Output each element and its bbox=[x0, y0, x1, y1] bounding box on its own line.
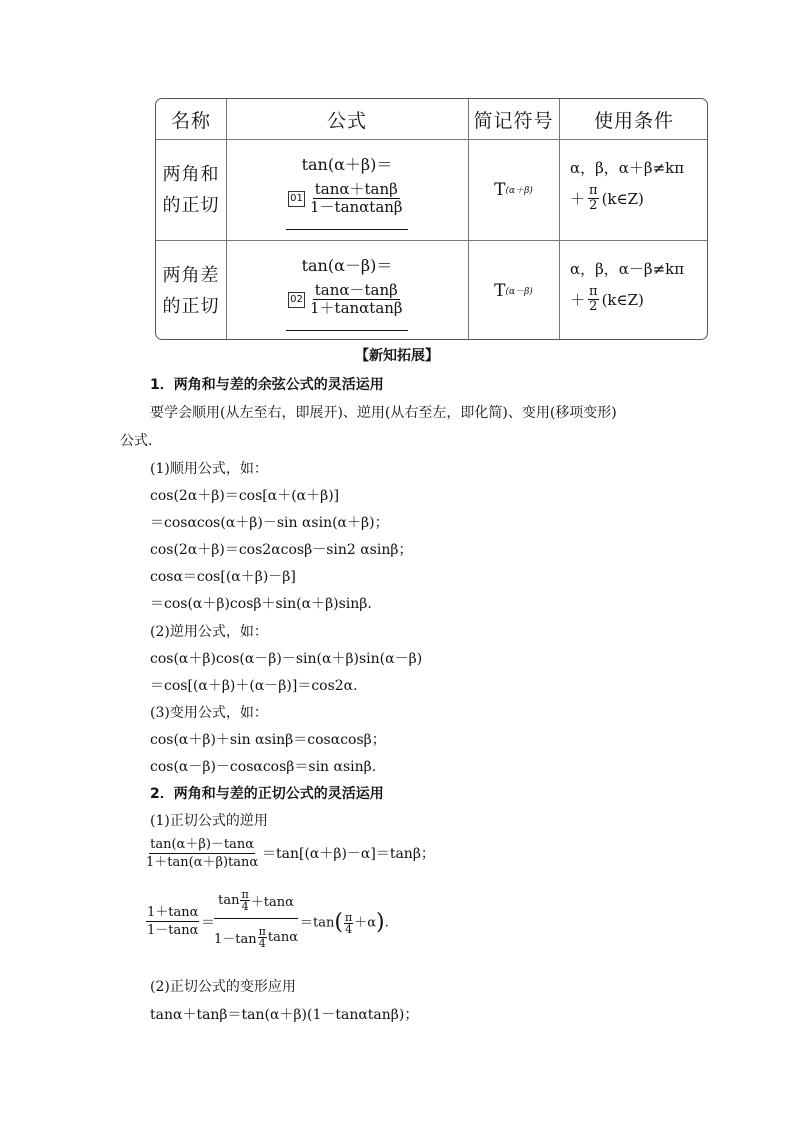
row2-formula: tan(α－β)＝ 02 $\frac{\tan\alpha-\tan\beta}{1+\tan\alpha\tan\beta}$ bbox=[226, 240, 468, 340]
formula-line: cosα＝cos[(α＋β)－β] bbox=[150, 569, 296, 585]
part2-sub2: (2)正切公式的变形应用 bbox=[150, 979, 296, 995]
formula-line: cos(α＋β)＋sin αsinβ＝cosαcosβ； bbox=[150, 732, 386, 748]
answer-badge: 02 bbox=[288, 292, 305, 308]
header-name: 名称 bbox=[170, 109, 211, 132]
tangent-formula-table bbox=[155, 98, 708, 340]
fraction-2-left: 1＋tanα 1－tanα bbox=[147, 905, 199, 938]
formula-line: cos(2α＋β)＝cos2αcosβ－sin2 αsinβ； bbox=[150, 542, 413, 558]
formula-line: cos(α－β)－cosαcosβ＝sin αsinβ. bbox=[150, 759, 377, 775]
row2-condition: α，β，α－β≠kπ ＋ π 2 (k∈Z) bbox=[570, 260, 685, 314]
row1-formula: tan(α＋β)＝ 01 $\frac{\tan\alpha+\tan\beta}{1-\tan\alpha\tan\beta}$ bbox=[226, 139, 468, 240]
formula-line: cos(2α＋β)＝cos[α＋(α＋β)] bbox=[150, 488, 340, 504]
part1-sub1: (1)顺用公式，如： bbox=[150, 461, 268, 477]
formula-line: tanα＋tanβ＝tan(α＋β)(1－tanαtanβ)； bbox=[150, 1007, 419, 1023]
formula-line: ＝cos(α＋β)cosβ＋sin(α＋β)sinβ. bbox=[150, 596, 372, 612]
fraction-2-middle: tan π 4 ＋tanα 1－tan π 4 tanα bbox=[214, 882, 298, 955]
section-title: 【新知拓展】 bbox=[355, 348, 439, 364]
formula-line: ＝cos[(α＋β)＋(α－β)]＝cos2α. bbox=[150, 678, 358, 694]
row2-name: 两角差 的正切 bbox=[162, 264, 220, 317]
part2-sub1: (1)正切公式的逆用 bbox=[150, 813, 268, 829]
row2-symbol: T (α－β) bbox=[494, 280, 533, 301]
document-page: 名称 公式 简记符号 使用条件 两角和 的正切 tan(α＋β)＝ 01 $\frac{\tan\alpha+\tan\beta}{1-\tan\alpha\tan\beta}$ T (α＋β) α，β，α＋β≠kπ ＋ π 2 (k∈Z) 两角差 的正切 tan(α－β)＝ 02 $\frac{\tan\alpha-\tan\beta}{1+\tan\alpha\tan\beta}$ T (α－β) α，β，α－β≠kπ ＋ π 2 (k∈Z) 【新知拓展】 1．两角和与差的余弦公式的灵活运用 要学会顺用(从左至右，即展开)、逆用(从右至左，即化简)、变用(移项变形) 公式. (1)顺用公式，如： cos(2α＋β)＝cos[α＋(α＋β)] ＝cosαcos(α＋β)－sin αsin(α＋β)； cos(2α＋β)＝cos2αcosβ－sin2 αsinβ； cosα＝cos[(α＋β)－β] ＝cos(α＋β)cosβ＋sin(α＋β)sinβ. (2)逆用公式，如： cos(α＋β)cos(α－β)－sin(α＋β)sin(α－β) ＝cos[(α＋β)＋(α－β)]＝cos2α. (3)变用公式，如： cos(α＋β)＋sin αsinβ＝cosαcosβ； cos(α－β)－cosαcosβ＝sin αsinβ. 2．两角和与差的正切公式的灵活运用 (1)正切公式的逆用 tan(α＋β)－tanα 1＋tan(α＋β)tanα ＝tan[(α＋β)－α]＝tanβ； 1＋tanα 1－tanα ＝ tan π 4 ＋tanα 1－tan π 4 tanα ＝tan( $\frac{\pi}{4}$ ＋α). (2)正切公式的变形应用 tanα＋tanβ＝tan(α＋β)(1－tanαtanβ)； bbox=[0, 0, 794, 1123]
formula-line: ＝tan( $\frac{\pi}{4}$ ＋α). bbox=[300, 910, 389, 936]
fraction-1: tan(α＋β)－tanα 1＋tan(α＋β)tanα bbox=[146, 837, 259, 870]
formula-line: cos(α＋β)cos(α－β)－sin(α＋β)sin(α－β) bbox=[150, 651, 423, 667]
formula-line: ＝tan[(α＋β)－α]＝tanβ； bbox=[262, 846, 435, 862]
answer-badge: 01 bbox=[288, 191, 305, 207]
header-symbol: 简记符号 bbox=[473, 109, 554, 132]
part2-heading: 2．两角和与差的正切公式的灵活运用 bbox=[150, 786, 384, 802]
part1-heading: 1．两角和与差的余弦公式的灵活运用 bbox=[150, 377, 384, 393]
formula-fraction: $\frac{\tan\alpha-\tan\beta}{1+\tan\alpha\tan\beta}$ bbox=[310, 281, 403, 317]
formula-line: ＝cosαcos(α＋β)－sin αsin(α＋β)； bbox=[150, 515, 389, 531]
header-formula: 公式 bbox=[326, 109, 367, 132]
part1-sub3: (3)变用公式，如： bbox=[150, 705, 268, 721]
row1-name: 两角和 的正切 bbox=[162, 163, 220, 216]
row1-symbol: T (α＋β) bbox=[494, 179, 533, 200]
part1-intro-line2: 公式. bbox=[120, 433, 153, 449]
part1-sub2: (2)逆用公式，如： bbox=[150, 624, 268, 640]
formula-fraction: $\frac{\tan\alpha+\tan\beta}{1-\tan\alpha\tan\beta}$ bbox=[310, 180, 403, 216]
row1-condition: α，β，α＋β≠kπ ＋ π 2 (k∈Z) bbox=[570, 159, 685, 213]
part1-intro-line1: 要学会顺用(从左至右，即展开)、逆用(从右至左，即化简)、变用(移项变形) bbox=[150, 405, 617, 421]
header-condition: 使用条件 bbox=[593, 109, 674, 132]
